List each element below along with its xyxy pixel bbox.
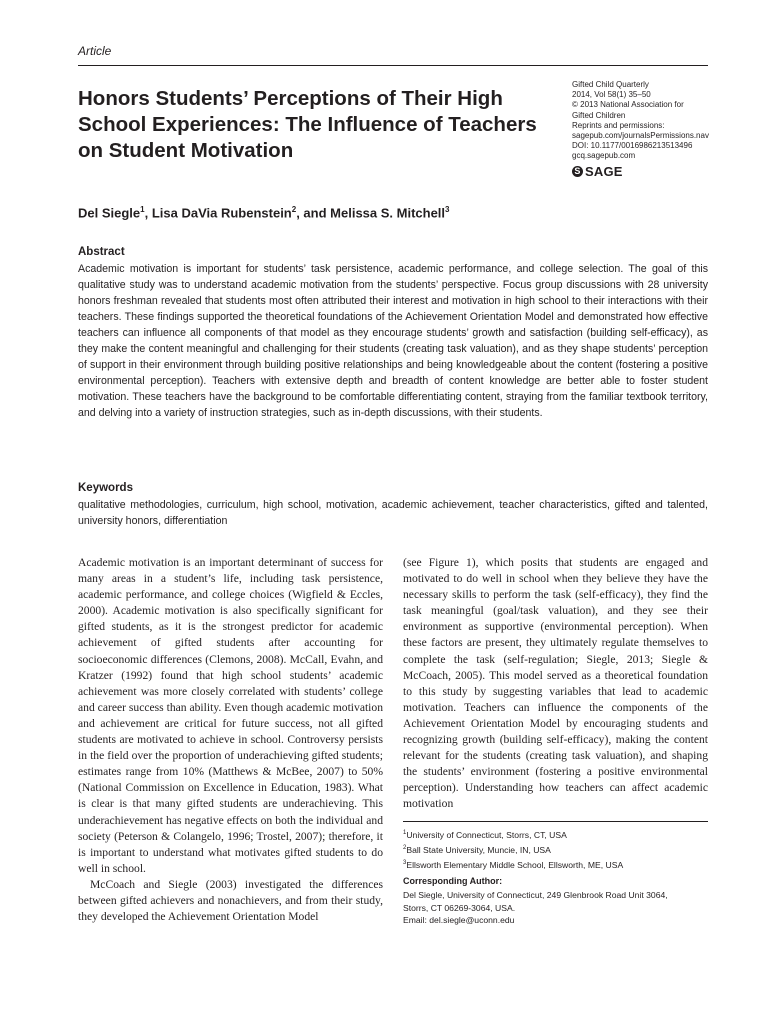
author-name: Del Siegle [78, 205, 141, 221]
sage-logo [572, 164, 623, 179]
author-affiliation-mark: 1 [140, 205, 145, 214]
author-separator: , [144, 205, 152, 221]
sage-logo-text: SAGE [585, 164, 623, 179]
author-affiliation-mark: 2 [291, 205, 297, 214]
body-column-left [78, 555, 383, 925]
affiliations [403, 827, 708, 872]
journal-permissions-link[interactable]: sagepub.com/journalsPermissions.nav [572, 131, 709, 141]
article-type-label: Article [78, 44, 112, 58]
sage-logo-icon: S [572, 166, 583, 177]
journal-copyright-cont: Gifted Children [572, 110, 626, 120]
author-name: Lisa DaVia Rubenstein [151, 205, 292, 221]
keywords-heading: Keywords [78, 482, 133, 494]
journal-doi[interactable]: DOI: 10.1177/0016986213513496 [572, 141, 693, 151]
body-column-right [403, 555, 708, 813]
journal-reprints: Reprints and permissions: [572, 120, 665, 130]
author-affiliation-mark: 3 [445, 205, 450, 214]
corresponding-address-cont: Storrs, CT 06269-3064, USA. [403, 902, 516, 913]
author-separator: , and [296, 205, 331, 221]
journal-name: Gifted Child Quarterly [572, 80, 649, 89]
abstract-text: Academic motivation is important for students’ task persistence, academic performance, and college selection. The goal of this qualitative study was to understand academic motivation from the students’ perspective. Focus group discussions with 28 university honors freshman revealed that students most often attributed their interest and motivation in high school to their interactions with their teachers. These findings supported the theoretical foundations of the Achievement Orientation Model and demonstrated how effective teachers can influence all components of that model as they encourage students’ growth and satisfaction (building self-efficacy), as they make the content meaningful and challenging for their students (creating task valuation), and as they shape students’ perception of support in their environment through building positive relationships and being knowledgeable about the content (fostering a positive environmental perception). Teachers with extensive depth and breadth of content knowledge are better able to foster student motivation. These teachers have the background to be comfortable differentiating content, straying from the familiar textbook territory, and delving into a variety of instruction strategies, such as in-depth discussions, with their students. [78, 263, 708, 419]
corresponding-address: Del Siegle, University of Connecticut, 249 Glenbrook Road Unit 3064, [403, 890, 668, 900]
footnote-divider [403, 821, 708, 822]
body-paragraph: (see Figure 1), which posits that students are engaged and motivated to do well in school when they believe they have the necessary skills to perform the task (self-efficacy), they find the task meaningful (goal/task valuation), and they see their environment as supportive (environmental perception). When these factors are present, they ultimately regulate themselves to complete the task (self-regulation; Siegle, 2013; Siegle & McCoach, 2005). This model served as a theoretical foundation to this study by suggesting variables that lead to academic motivation. Teachers can influence the components of the Achievement Orientation Model by encouraging students and recognizing growth (building self-efficacy), making the content relevant for the students (creating task valuation), and shaping the students’ environment (fostering a positive environmental perception). Understanding how teachers can affect academic motivation [403, 556, 708, 811]
journal-copyright: © 2013 National Association for [572, 100, 684, 110]
corresponding-email-link[interactable]: Email: del.siegle@uconn.edu [403, 915, 515, 926]
affiliation-item: $^3$Ellsworth Elementary Middle School, Ellsworth, ME, USA [403, 859, 624, 870]
journal-info [572, 80, 722, 162]
affiliation-item: $^2$Ball State University, Muncie, IN, USA [403, 844, 551, 855]
body-paragraph: Academic motivation is an important determinant of success for many areas in a student’s life, including task persistence, academic performance, and college choices (Wigfield & Eccles, 2000). Academic motivation is also specifically significant for gifted students, as it is the strongest predictor for academic achievement of gifted students after accounting for socioeconomic differences (Clemons, 2008). McCall, Evahn, and Kratzer (1992) found that high school students’ academic achievement was more closely correlated with students’ college and career success than ability. Even though academic motivation and achievement are critical for future success, not all gifted students are motivated to achieve in school. Controversy persists in the field over the proportion of underachieving gifted students; estimates range from 10% (Matthews & McBee, 2007) to 50% (National Commission on Excellence in Education, 1983). What is clear is that many gifted students are underachieving. This underachievement has negative effects on both the individual and society (Peterson & Colangelo, 1996; Trostel, 2007); therefore, it is important to understand what motivates gifted students to do well in school. [78, 556, 383, 875]
abstract-heading: Abstract [78, 246, 125, 258]
keywords-text: qualitative methodologies, curriculum, high school, motivation, academic achievement, teacher characteristics, gifted and talented, university honors, differentiation [78, 499, 708, 527]
author-name: Melissa S. Mitchell [330, 205, 446, 221]
corresponding-author-details [403, 889, 708, 927]
body-paragraph: McCoach and Siegle (2003) investigated the differences between gifted achievers and nonachievers, and from their study, they developed the Achievement Orientation Model [78, 877, 383, 924]
affiliation-item: $^1$University of Connecticut, Storrs, CT, USA [403, 829, 567, 840]
journal-volume: 2014, Vol 58(1) 35–50 [572, 90, 651, 100]
journal-site-link[interactable]: gcq.sagepub.com [572, 151, 636, 161]
header-divider [78, 65, 708, 66]
paper-title: Honors Students’ Perceptions of Their High School Experiences: The Influence of Teachers on Student Motivation [78, 87, 537, 162]
corresponding-author-heading: Corresponding Author: [403, 876, 503, 886]
author-list [78, 205, 449, 220]
